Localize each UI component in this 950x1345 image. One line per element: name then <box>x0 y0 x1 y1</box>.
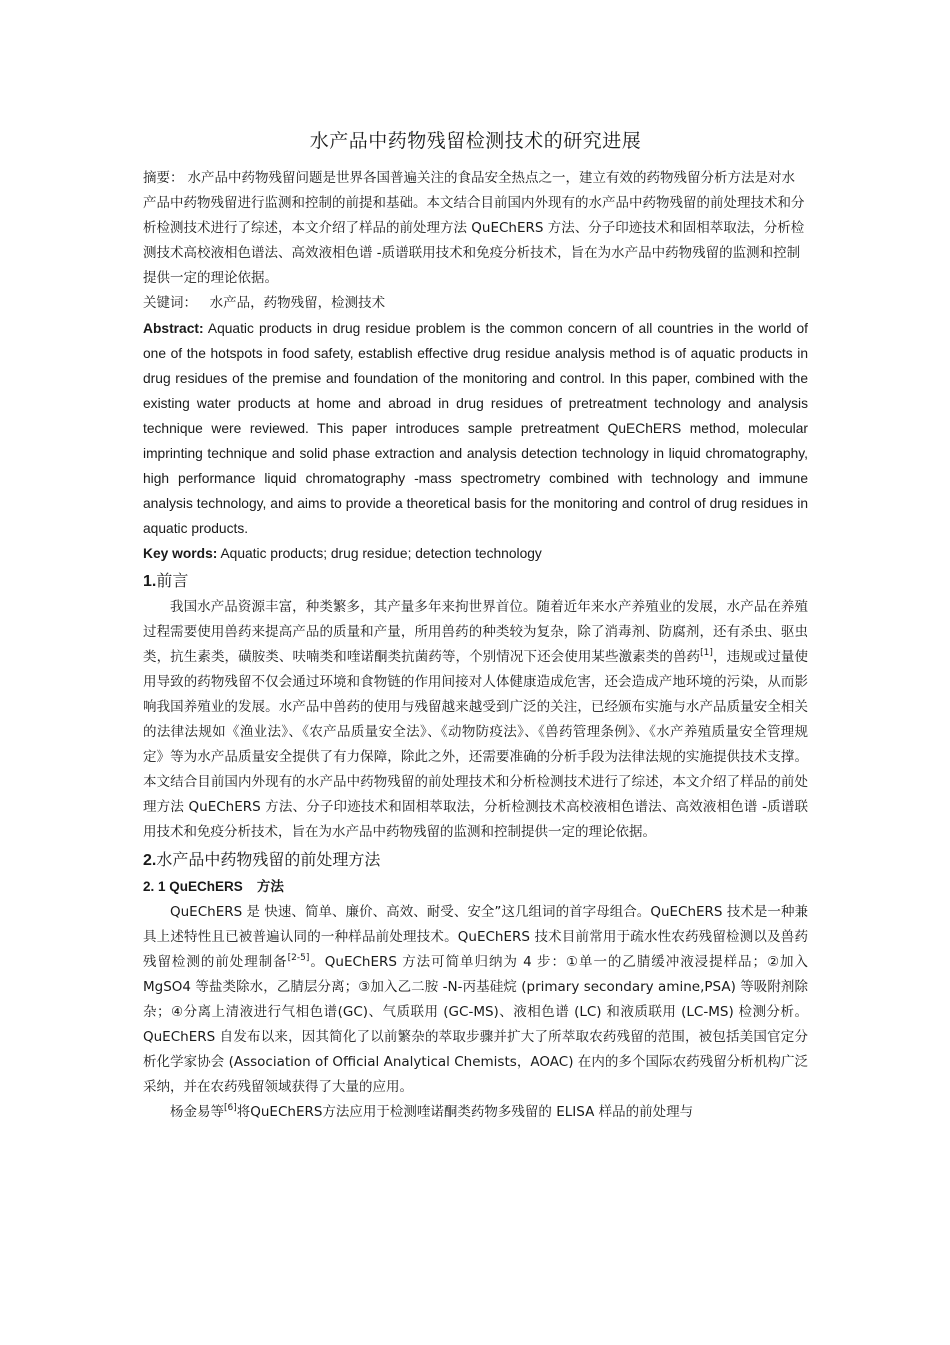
subsection-heading-quechers <box>143 874 808 900</box>
quechers-text-part1: QuEChERS 是 快速、简单、廉价、高效、耐受、安全”这几组词的首字母组合。QuEChERS 技术是一种兼具上述特性且已被普遍认同的一种样品前处理技术。QuEChERS 技术目前常用于疏水性农药残留检测以及兽药残留检测的前处理制备 <box>143 904 808 970</box>
section-title: 前言 <box>156 571 189 590</box>
intro-paragraph <box>143 595 808 845</box>
section-heading-intro <box>143 568 808 595</box>
keywords-en <box>143 541 808 566</box>
section-number: 1. <box>143 573 157 590</box>
citation-ref: [1] <box>700 648 713 658</box>
yang-text-part1: 杨金易等 <box>170 1104 224 1120</box>
keywords-en-text: Aquatic products; drug residue; detection technology <box>220 546 542 561</box>
abstract-cn <box>143 166 808 291</box>
yang-text-part2: 将QuEChERS方法应用于检测喹诺酮类药物多残留的 ELISA 样品的前处理与 <box>236 1104 694 1120</box>
citation-ref: [2-5] <box>287 953 310 963</box>
keywords-cn-text: 水产品，药物残留，检测技术 <box>209 295 386 311</box>
subsection-number: 2. 1 QuEChERS <box>143 879 243 894</box>
citation-ref: [6] <box>224 1103 237 1113</box>
yang-paragraph <box>143 1100 808 1125</box>
keywords-cn <box>143 291 808 316</box>
abstract-en-text: Aquatic products in drug residue problem is the common concern of all countries in the world of one of the hotspots in food safety, establish effective drug residue analysis method is of aquatic products in drug residues of the premise and foundation of the monitoring and control. In this paper, combined with the existing water products at home and abroad in drug residues of pretreatment technology and analysis technique were reviewed. This paper introduces sample pretreatment QuEChERS method, molecular imprinting technique and solid phase extraction and analysis detection technology in liquid chromatography, high performance liquid chromatography -mass spectrometry combined with technology and immune analysis technology, and aims to provide a theoretical basis for the monitoring and control of drug residues in aquatic products. <box>143 321 808 536</box>
intro-text-part1: 我国水产品资源丰富，种类繁多，其产量多年来拘世界首位。随着近年来水产养殖业的发展，水产品在养殖过程需要使用兽药来提高产品的质量和产量，所用兽药的种类较为复杂，除了消毒剂、防腐剂，还有杀虫、驱虫类，抗生素类，磺胺类、呋喃类和喹诺酮类抗菌药等，个别情况下还会使用某些激素类的兽药 <box>143 599 808 665</box>
abstract-cn-label: 摘要： <box>143 170 184 186</box>
keywords-en-label: Key words: <box>143 546 218 561</box>
subsection-title: 方法 <box>256 879 284 895</box>
quechers-paragraph <box>143 900 808 1100</box>
paper-page <box>143 126 808 1125</box>
quechers-text-part2: 。QuEChERS 方法可简单归纳为 4 步：①单一的乙腈缓冲液浸提样品；②加入 MgSO4 等盐类除水，乙腈层分离；③加入乙二胺 -N-丙基硅烷 (primary secondary amine,PSA) 等吸附剂除杂；④分离上清液进行气相色谱(GC)、气质联用 (GC-MS)、液相色谱 (LC) 和液质联用 (LC-MS) 检测分析。QuEChERS 自发布以来，因其简化了以前繁杂的萃取步骤并扩大了所萃取农药残留的范围，被包括美国官定分析化学家协会 (Association of Official Analytical Chemists，AOAC) 在内的多个国际农药残留分析机构广泛采纳，并在农药残留领域获得了大量的应用。 <box>143 954 809 1095</box>
intro-text-part2: ，违规或过量使用导致的药物残留不仅会通过环境和食物链的作用间接对人体健康造成危害，还会造成产地环境的污染，从而影响我国养殖业的发展。水产品中兽药的使用与残留越来越受到广泛的关注，已经颁布实施与水产品质量安全相关的法律法规如《渔业法》、《农产品质量安全法》、《动物防疫法》、《兽药管理条例》、《水产养殖质量安全管理规定》等为水产品质量安全提供了有力保障，除此之外，还需要准确的分析手段为法律法规的实施提供技术支撑。本文结合目前国内外现有的水产品中药物残留的前处理技术和分析检测技术进行了综述，本文介绍了样品的前处理方法 QuEChERS 方法、分子印迹技术和固相萃取法，分析检测技术高校液相色谱法、高效液相色谱 -质谱联用技术和免疫分析技术，旨在为水产品中药物残留的监测和控制提供一定的理论依据。 <box>143 649 809 840</box>
section-number: 2. <box>143 852 157 869</box>
paper-title: 水产品中药物残留检测技术的研究进展 <box>309 130 642 152</box>
abstract-en <box>143 316 808 541</box>
keywords-cn-label: 关键词： <box>143 295 197 311</box>
section-heading-pretreatment <box>143 847 808 874</box>
abstract-cn-text: 水产品中药物残留问题是世界各国普遍关注的食品安全热点之一，建立有效的药物残留分析方法是对水产品中药物残留进行监测和控制的前提和基础。本文结合目前国内外现有的水产品中药物残留的前处理技术和分析检测技术进行了综述，本文介绍了样品的前处理方法 QuEChERS 方法、分子印迹技术和固相萃取法，分析检测技术高校液相色谱法、高效液相色谱 -质谱联用技术和免疫分析技术，旨在为水产品中药物残留的监测和控制提供一定的理论依据。 <box>143 170 805 286</box>
abstract-en-label: Abstract: <box>143 321 204 336</box>
section-title: 水产品中药物残留的前处理方法 <box>156 850 381 869</box>
